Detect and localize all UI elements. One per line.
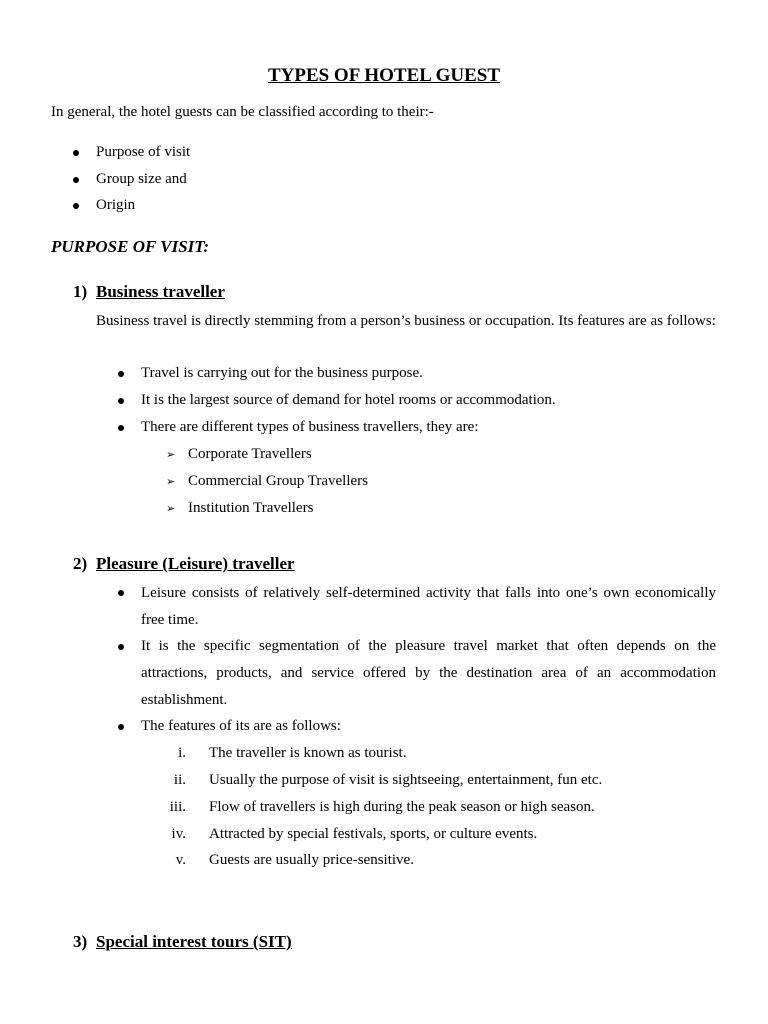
section-number: 1) [73, 282, 88, 301]
bullet-icon [118, 590, 124, 596]
list-item: Commercial Group Travellers [188, 473, 368, 489]
list-item: It is the specific segmentation of the pleasure travel market that often depends on the attractions, products, and service offered by the destination area of an accommodation establishment. [141, 638, 716, 708]
list-item: Travel is carrying out for the business purpose. [141, 365, 423, 381]
arrow-bullet-icon: ➢ [166, 502, 176, 515]
list-item: Group size and [96, 171, 187, 187]
list-item: Leisure consists of relatively self-determined activity that falls into one’s own economically free time. [141, 585, 716, 628]
list-item: Usually the purpose of visit is sightseeing, entertainment, fun etc. [209, 772, 603, 788]
list-item: The traveller is known as tourist. [209, 745, 407, 761]
list-item: Attracted by special festivals, sports, or culture events. [209, 826, 538, 842]
arrow-bullet-icon: ➢ [166, 448, 176, 461]
section-number: 2) [73, 554, 88, 573]
list-item: There are different types of business travellers, they are: [141, 419, 479, 435]
section-title: Special interest tours (SIT) [96, 932, 292, 951]
bullet-icon [73, 150, 79, 156]
bullet-icon [118, 371, 124, 377]
list-numeral: iii. [169, 799, 186, 815]
list-item: Corporate Travellers [188, 446, 312, 462]
bullet-icon [118, 398, 124, 404]
section-title: Pleasure (Leisure) traveller [96, 554, 295, 573]
bullet-icon [73, 177, 79, 183]
list-numeral: v. [175, 852, 186, 868]
list-item: It is the largest source of demand for hotel rooms or accommodation. [141, 392, 556, 408]
bullet-icon [118, 644, 124, 650]
section-title: Business traveller [96, 282, 225, 301]
intro-text: In general, the hotel guests can be classified according to their:- [51, 104, 434, 120]
section-heading: PURPOSE OF VISIT: [51, 237, 210, 256]
list-numeral: ii. [173, 772, 186, 788]
arrow-bullet-icon: ➢ [166, 475, 176, 488]
list-item: Institution Travellers [188, 500, 314, 516]
list-item: Origin [96, 197, 136, 213]
list-numeral: i. [178, 745, 186, 761]
bullet-icon [118, 425, 124, 431]
section-description: Business travel is directly stemming from a person’s business or occupation. Its features are as follows: [96, 313, 716, 329]
list-item: Guests are usually price-sensitive. [209, 852, 414, 868]
section-number: 3) [73, 932, 88, 951]
list-item: The features of its are as follows: [141, 718, 341, 734]
page-title: TYPES OF HOTEL GUEST [267, 65, 501, 86]
bullet-icon [73, 203, 79, 209]
list-item: Flow of travellers is high during the peak season or high season. [209, 799, 595, 815]
bullet-icon [118, 724, 124, 730]
list-numeral: iv. [171, 826, 186, 842]
list-item: Purpose of visit [96, 144, 191, 160]
